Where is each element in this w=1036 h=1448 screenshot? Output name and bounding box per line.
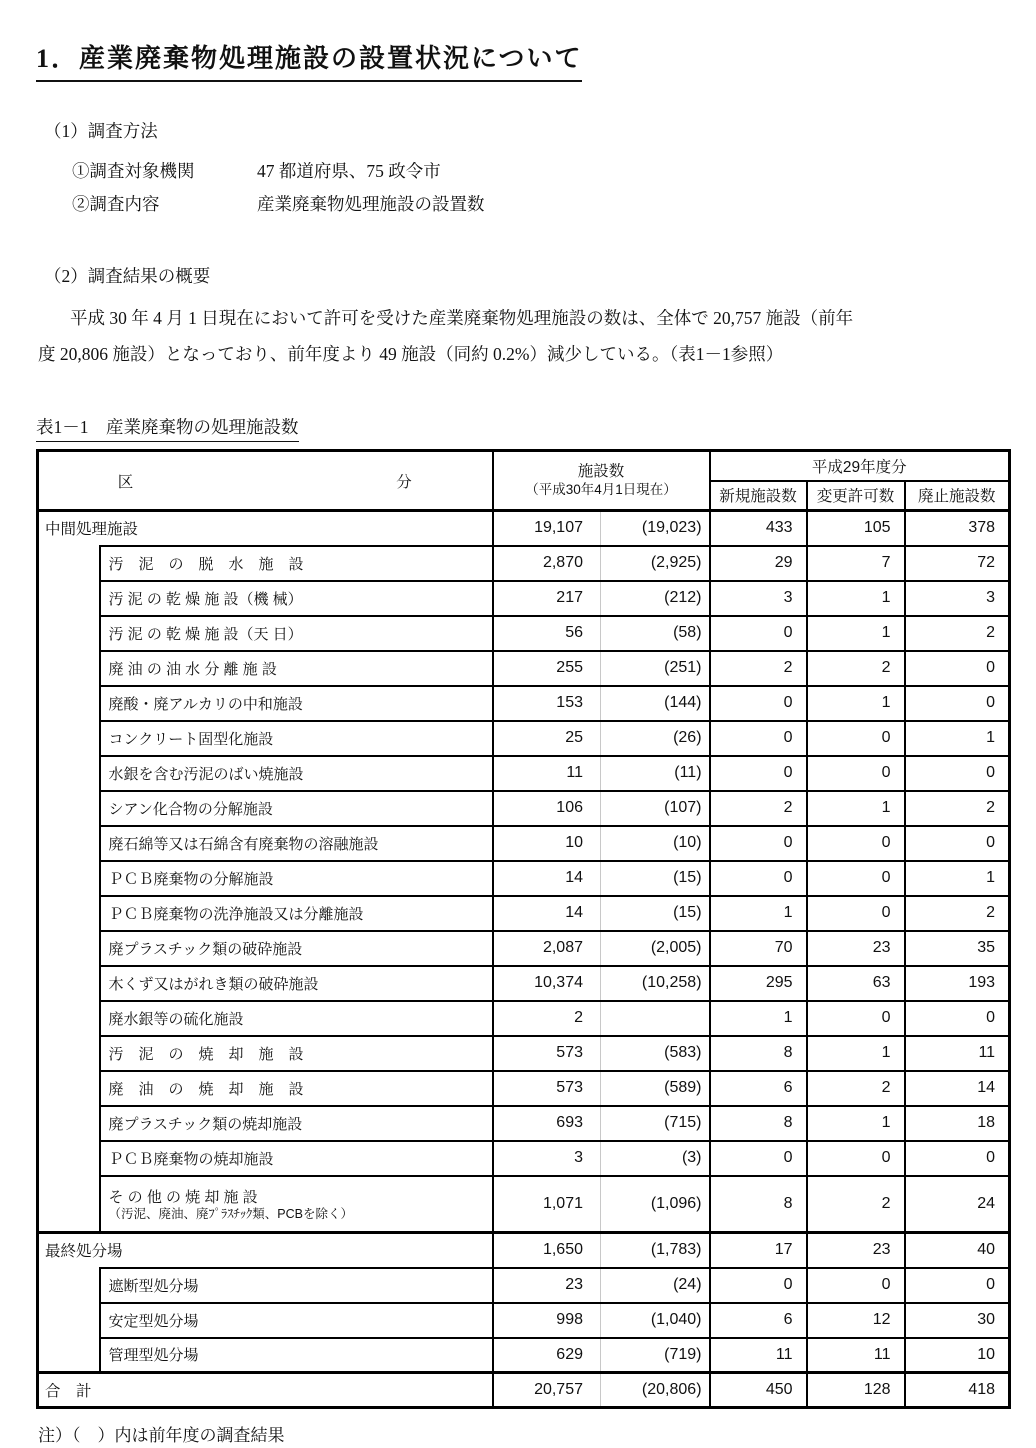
- section2-heading: （2）調査結果の概要: [44, 266, 211, 286]
- cell-count-current: 14: [493, 896, 601, 931]
- row-label: 合 計: [38, 1373, 493, 1408]
- row-indent: [38, 1071, 100, 1106]
- cell-change-count: 0: [807, 756, 905, 791]
- cell-new-count: 8: [710, 1106, 807, 1141]
- cell-count-previous: (212): [601, 581, 710, 616]
- col-header-facility-count-title: 施設数: [577, 463, 625, 481]
- row-indent: [38, 651, 100, 686]
- row-indent: [38, 1176, 100, 1233]
- cell-change-count: 0: [807, 1141, 905, 1176]
- col-header-category-right: 分: [396, 473, 413, 491]
- row-label: ＰＣＢ廃棄物の分解施設: [100, 861, 493, 896]
- cell-new-count: 0: [710, 861, 807, 896]
- cell-count-current: 153: [493, 686, 601, 721]
- table-row: [38, 896, 1010, 931]
- page-title: 1．産業廃棄物処理施設の設置状況について: [36, 38, 582, 82]
- cell-count-previous: (1,096): [601, 1176, 710, 1233]
- cell-abolish-count: 0: [905, 686, 1010, 721]
- row-label: 廃プラスチック類の焼却施設: [100, 1106, 493, 1141]
- row-indent: [38, 686, 100, 721]
- cell-count-current: 1,650: [493, 1233, 601, 1268]
- row-label: コンクリート固型化施設: [100, 721, 493, 756]
- cell-change-count: 1: [807, 616, 905, 651]
- row-label: 中間処理施設: [38, 511, 493, 546]
- cell-count-previous: (10,258): [601, 966, 710, 1001]
- cell-abolish-count: 1: [905, 721, 1010, 756]
- cell-change-count: 23: [807, 1233, 905, 1268]
- row-label: 廃石綿等又は石綿含有廃棄物の溶融施設: [100, 826, 493, 861]
- cell-new-count: 29: [710, 546, 807, 581]
- cell-abolish-count: 0: [905, 756, 1010, 791]
- col-header-facility-count: [493, 451, 710, 511]
- row-indent: [38, 861, 100, 896]
- row-label: 廃プラスチック類の破砕施設: [100, 931, 493, 966]
- cell-count-previous: (107): [601, 791, 710, 826]
- row-indent: [38, 1001, 100, 1036]
- row-indent: [38, 721, 100, 756]
- row-indent: [38, 966, 100, 1001]
- table-row: [38, 511, 1010, 546]
- row-indent: [38, 546, 100, 581]
- cell-count-current: 25: [493, 721, 601, 756]
- cell-change-count: 1: [807, 1036, 905, 1071]
- cell-abolish-count: 14: [905, 1071, 1010, 1106]
- cell-abolish-count: 11: [905, 1036, 1010, 1071]
- cell-abolish-count: 418: [905, 1373, 1010, 1408]
- cell-count-current: 19,107: [493, 511, 601, 546]
- cell-abolish-count: 72: [905, 546, 1010, 581]
- row-label: 廃 油 の 焼 却 施 設: [100, 1071, 493, 1106]
- cell-count-current: 2: [493, 1001, 601, 1036]
- table-row: [38, 1001, 1010, 1036]
- summary-paragraph: [36, 300, 1002, 372]
- table-row: [38, 1141, 1010, 1176]
- cell-change-count: 23: [807, 931, 905, 966]
- table-body: [38, 511, 1010, 1408]
- cell-abolish-count: 2: [905, 791, 1010, 826]
- cell-change-count: 1: [807, 686, 905, 721]
- col-header-change: 変更許可数: [807, 481, 905, 511]
- cell-change-count: 0: [807, 1001, 905, 1036]
- row-indent: [38, 1106, 100, 1141]
- cell-abolish-count: 0: [905, 826, 1010, 861]
- cell-abolish-count: 0: [905, 1268, 1010, 1303]
- cell-count-previous: (19,023): [601, 511, 710, 546]
- cell-abolish-count: 3: [905, 581, 1010, 616]
- cell-count-previous: (719): [601, 1338, 710, 1373]
- cell-change-count: 0: [807, 721, 905, 756]
- method-item-label: ②調査内容: [72, 194, 160, 214]
- row-label: ＰＣＢ廃棄物の焼却施設: [100, 1141, 493, 1176]
- cell-count-current: 23: [493, 1268, 601, 1303]
- cell-change-count: 1: [807, 581, 905, 616]
- cell-count-previous: (26): [601, 721, 710, 756]
- cell-abolish-count: 378: [905, 511, 1010, 546]
- cell-abolish-count: 24: [905, 1176, 1010, 1233]
- section1-heading: （1）調査方法: [44, 121, 158, 141]
- cell-count-current: 573: [493, 1071, 601, 1106]
- method-item-content: [36, 188, 1006, 221]
- row-label: 遮断型処分場: [100, 1268, 493, 1303]
- cell-change-count: 105: [807, 511, 905, 546]
- cell-new-count: 295: [710, 966, 807, 1001]
- cell-new-count: 3: [710, 581, 807, 616]
- cell-new-count: 2: [710, 651, 807, 686]
- cell-count-previous: (3): [601, 1141, 710, 1176]
- cell-count-previous: [601, 1001, 710, 1036]
- row-label: 廃酸・廃アルカリの中和施設: [100, 686, 493, 721]
- cell-new-count: 0: [710, 616, 807, 651]
- cell-count-current: 629: [493, 1338, 601, 1373]
- cell-count-current: 255: [493, 651, 601, 686]
- col-header-new: 新規施設数: [710, 481, 807, 511]
- cell-change-count: 1: [807, 791, 905, 826]
- cell-change-count: 2: [807, 1071, 905, 1106]
- cell-count-previous: (144): [601, 686, 710, 721]
- table-row: [38, 861, 1010, 896]
- table-row: [38, 651, 1010, 686]
- cell-change-count: 128: [807, 1373, 905, 1408]
- table-row: [38, 686, 1010, 721]
- table-row: [38, 791, 1010, 826]
- method-item-value: 産業廃棄物処理施設の設置数: [257, 194, 485, 214]
- row-indent: [38, 1036, 100, 1071]
- row-indent: [38, 1141, 100, 1176]
- cell-abolish-count: 1: [905, 861, 1010, 896]
- col-header-abolish: 廃止施設数: [905, 481, 1010, 511]
- table-row: [38, 1268, 1010, 1303]
- cell-abolish-count: 193: [905, 966, 1010, 1001]
- row-indent: [38, 826, 100, 861]
- cell-count-current: 2,087: [493, 931, 601, 966]
- cell-count-current: 573: [493, 1036, 601, 1071]
- table-row: [38, 826, 1010, 861]
- cell-count-current: 10: [493, 826, 601, 861]
- cell-change-count: 1: [807, 1106, 905, 1141]
- row-label: 水銀を含む汚泥のばい焼施設: [100, 756, 493, 791]
- cell-count-previous: (1,040): [601, 1303, 710, 1338]
- col-header-h29-group: 平成29年度分: [710, 451, 1010, 481]
- summary-paragraph-line2: 度 20,806 施設）となっており、前年度より 49 施設（同約 0.2%）減少している。（表1－1参照）: [38, 344, 784, 364]
- cell-count-previous: (589): [601, 1071, 710, 1106]
- row-indent: [38, 931, 100, 966]
- row-label: 汚 泥 の 乾 燥 施 設（天 日）: [100, 616, 493, 651]
- cell-change-count: 11: [807, 1338, 905, 1373]
- table-row: [38, 966, 1010, 1001]
- cell-new-count: 1: [710, 896, 807, 931]
- col-header-facility-count-date: （平成30年4月1日現在）: [525, 481, 677, 497]
- cell-change-count: 12: [807, 1303, 905, 1338]
- row-label: [100, 1176, 493, 1233]
- table-row: [38, 581, 1010, 616]
- cell-abolish-count: 30: [905, 1303, 1010, 1338]
- table-row: [38, 756, 1010, 791]
- row-label: 廃 油 の 油 水 分 離 施 設: [100, 651, 493, 686]
- cell-new-count: 8: [710, 1036, 807, 1071]
- cell-abolish-count: 2: [905, 896, 1010, 931]
- summary-paragraph-line1: 平成 30 年 4 月 1 日現在において許可を受けた産業廃棄物処理施設の数は、全体で 20,757 施設（前年: [70, 308, 854, 328]
- cell-count-previous: (251): [601, 651, 710, 686]
- row-indent: [38, 616, 100, 651]
- cell-new-count: 17: [710, 1233, 807, 1268]
- cell-abolish-count: 10: [905, 1338, 1010, 1373]
- table-row: [38, 1071, 1010, 1106]
- cell-count-previous: (715): [601, 1106, 710, 1141]
- cell-abolish-count: 0: [905, 1001, 1010, 1036]
- cell-count-previous: (24): [601, 1268, 710, 1303]
- cell-change-count: 7: [807, 546, 905, 581]
- row-indent: [38, 1303, 100, 1338]
- cell-change-count: 2: [807, 651, 905, 686]
- cell-new-count: 0: [710, 686, 807, 721]
- cell-abolish-count: 35: [905, 931, 1010, 966]
- cell-new-count: 6: [710, 1071, 807, 1106]
- cell-count-current: 1,071: [493, 1176, 601, 1233]
- cell-new-count: 0: [710, 826, 807, 861]
- cell-abolish-count: 2: [905, 616, 1010, 651]
- cell-count-previous: (15): [601, 896, 710, 931]
- facilities-table: [36, 449, 1011, 1409]
- row-label: シアン化合物の分解施設: [100, 791, 493, 826]
- cell-change-count: 0: [807, 896, 905, 931]
- cell-count-current: 998: [493, 1303, 601, 1338]
- method-item-label: ①調査対象機関: [72, 161, 195, 181]
- cell-count-previous: (58): [601, 616, 710, 651]
- cell-new-count: 0: [710, 756, 807, 791]
- cell-new-count: 70: [710, 931, 807, 966]
- cell-abolish-count: 0: [905, 1141, 1010, 1176]
- cell-abolish-count: 18: [905, 1106, 1010, 1141]
- cell-count-current: 3: [493, 1141, 601, 1176]
- cell-new-count: 6: [710, 1303, 807, 1338]
- cell-count-previous: (20,806): [601, 1373, 710, 1408]
- table-header: [38, 451, 1010, 511]
- row-indent: [38, 756, 100, 791]
- cell-new-count: 1: [710, 1001, 807, 1036]
- table-row: [38, 546, 1010, 581]
- row-label: 最終処分場: [38, 1233, 493, 1268]
- cell-count-current: 2,870: [493, 546, 601, 581]
- cell-count-current: 14: [493, 861, 601, 896]
- cell-count-previous: (10): [601, 826, 710, 861]
- cell-change-count: 0: [807, 826, 905, 861]
- table-row: [38, 1373, 1010, 1408]
- cell-new-count: 0: [710, 1141, 807, 1176]
- table-row: [38, 931, 1010, 966]
- cell-new-count: 2: [710, 791, 807, 826]
- col-header-category-left: 区: [117, 473, 135, 491]
- cell-count-current: 217: [493, 581, 601, 616]
- row-label: 汚 泥 の 乾 燥 施 設（機 械）: [100, 581, 493, 616]
- row-label-line2: （汚泥、廃油、廃ﾌﾟﾗｽﾁｯｸ類、PCBを除く）: [108, 1206, 353, 1221]
- cell-change-count: 63: [807, 966, 905, 1001]
- col-header-category: [38, 451, 493, 511]
- table-row: [38, 1338, 1010, 1373]
- cell-new-count: 0: [710, 1268, 807, 1303]
- table-row: [38, 616, 1010, 651]
- cell-new-count: 450: [710, 1373, 807, 1408]
- row-label: ＰＣＢ廃棄物の洗浄施設又は分離施設: [100, 896, 493, 931]
- row-indent: [38, 1338, 100, 1373]
- cell-count-current: 106: [493, 791, 601, 826]
- row-indent: [38, 791, 100, 826]
- cell-count-previous: (2,925): [601, 546, 710, 581]
- cell-count-previous: (11): [601, 756, 710, 791]
- row-label: 廃水銀等の硫化施設: [100, 1001, 493, 1036]
- row-indent: [38, 1268, 100, 1303]
- cell-count-current: 693: [493, 1106, 601, 1141]
- cell-new-count: 0: [710, 721, 807, 756]
- row-label: 安定型処分場: [100, 1303, 493, 1338]
- cell-change-count: 2: [807, 1176, 905, 1233]
- row-indent: [38, 581, 100, 616]
- method-item-target: [36, 155, 1006, 188]
- table-row: [38, 1233, 1010, 1268]
- cell-new-count: 8: [710, 1176, 807, 1233]
- section-survey-method: [36, 118, 1006, 221]
- cell-count-current: 56: [493, 616, 601, 651]
- table-row: [38, 1303, 1010, 1338]
- cell-count-current: 11: [493, 756, 601, 791]
- cell-change-count: 0: [807, 861, 905, 896]
- row-label: 汚 泥 の 焼 却 施 設: [100, 1036, 493, 1071]
- cell-count-previous: (2,005): [601, 931, 710, 966]
- method-item-value: 47 都道府県、75 政令市: [257, 161, 441, 181]
- row-label-line1: そ の 他 の 焼 却 施 設: [108, 1188, 258, 1206]
- cell-count-previous: (15): [601, 861, 710, 896]
- row-indent: [38, 896, 100, 931]
- cell-abolish-count: 40: [905, 1233, 1010, 1268]
- section-survey-results: [36, 263, 1006, 372]
- cell-abolish-count: 0: [905, 651, 1010, 686]
- table-row: [38, 1106, 1010, 1141]
- cell-new-count: 11: [710, 1338, 807, 1373]
- cell-count-current: 10,374: [493, 966, 601, 1001]
- table-caption: 表1－1 産業廃棄物の処理施設数: [36, 414, 299, 442]
- table-row: [38, 721, 1010, 756]
- cell-count-current: 20,757: [493, 1373, 601, 1408]
- row-label: 木くず又はがれき類の破砕施設: [100, 966, 493, 1001]
- row-label: 管理型処分場: [100, 1338, 493, 1373]
- cell-new-count: 433: [710, 511, 807, 546]
- cell-change-count: 0: [807, 1268, 905, 1303]
- table-row: [38, 1036, 1010, 1071]
- table-row: [38, 1176, 1010, 1233]
- cell-count-previous: (583): [601, 1036, 710, 1071]
- cell-count-previous: (1,783): [601, 1233, 710, 1268]
- table-note: 注）（ ）内は前年度の調査結果: [38, 1426, 285, 1445]
- row-label: 汚 泥 の 脱 水 施 設: [100, 546, 493, 581]
